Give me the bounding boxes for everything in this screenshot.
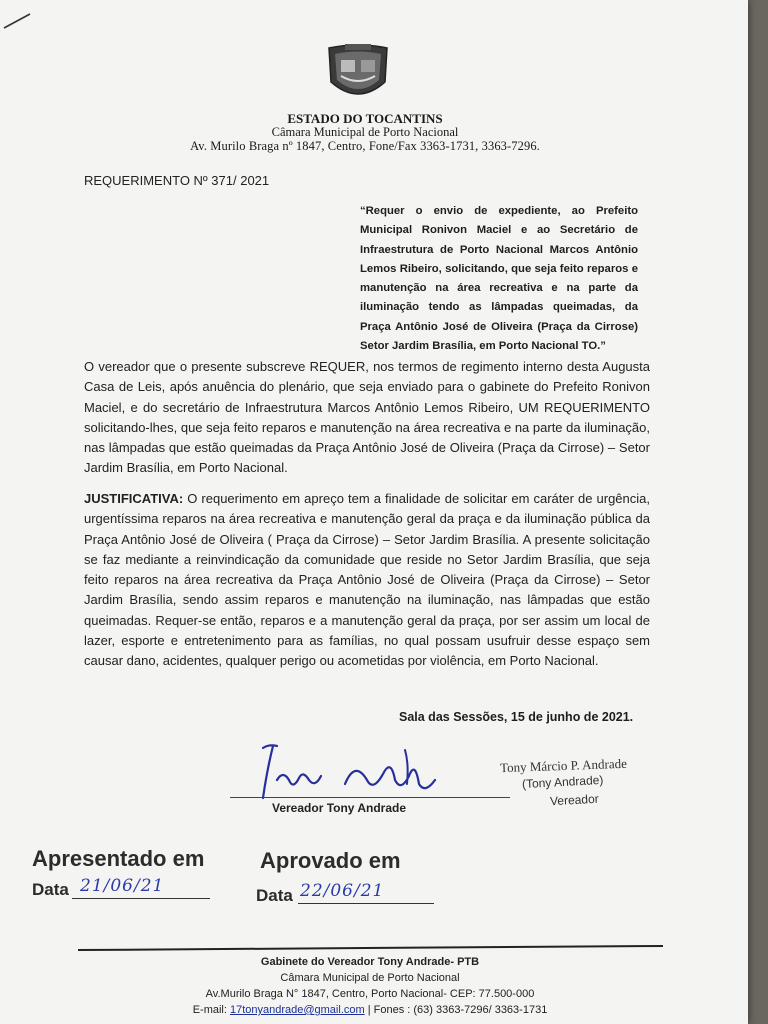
signature-line — [230, 797, 510, 798]
presented-date-label: Data — [32, 880, 69, 899]
signature-stamp-alias: (Tony Andrade) — [521, 772, 604, 792]
presented-date-line — [72, 898, 210, 899]
justification-text: O requerimento em apreço tem a finalidade de solicitar em caráter de urgência, urgentíssima reparos na área recreativa e manutenção geral da praça e da iluminação pública da Praça Antônio José de Oliveira ( Praça da Cirrose) – Setor Jardim Brasília. A presente solicitação se faz mediante a reinvindicação da comunidade que reside no Setor Jardim Brasília, que seja feito reparos na área recreativa da Praça Antônio José de Oliveira (Praça da Cirrose) – Setor Jardim Brasília, sendo assim reparos e manutenção na iluminação, nas lâmpadas que estão queimadas. Requer-se então, reparos e a manutenção geral da praça, por ser assim um local de lazer, esporte e entretenimento para as famílias, no qual possam usufruir desse espaço sem causar dano, acidentes, qualquer perigo ou acometidas por violência, em Porto Nacional. — [84, 491, 650, 669]
request-summary: “Requer o envio de expediente, ao Prefeito Municipal Ronivon Maciel e ao Secretário de Infraestrutura de Porto Nacional Marcos Antônio Lemos Ribeiro, solicitando, que seja feito reparos e manutenção na área recreativa e na parte da iluminação tendo as lâmpadas queimadas, da Praça Antônio José de Oliveira (Praça da Cirrose) Setor Jardim Brasília, em Porto Nacional TO.” — [360, 205, 638, 353]
approved-stamp-label: Aprovado em — [260, 848, 401, 873]
footer-divider — [78, 945, 663, 951]
footer-email-link[interactable]: 17tonyandrade@gmail.com — [229, 1004, 365, 1016]
approved-date: 22/06/21 — [300, 881, 385, 901]
signature-stamp-title: Vereador — [549, 791, 600, 809]
municipal-crest-icon — [325, 42, 391, 106]
footer-email-label: E-mail: — [192, 1004, 230, 1016]
footer-contact — [100, 1004, 640, 1016]
footer-chamber: Câmara Municipal de Porto Nacional — [280, 972, 460, 984]
request-number: REQUERIMENTO Nº 371/ 2021 — [84, 173, 270, 188]
signer-name: Vereador Tony Andrade — [272, 801, 407, 815]
presented-stamp-label: Apresentado em — [32, 846, 205, 871]
state-name: ESTADO DO TOCANTINS — [287, 111, 443, 126]
signature-stamp-name: Tony Márcio P. Andrade — [499, 755, 628, 776]
presented-date: 21/06/21 — [80, 876, 165, 896]
corner-mark — [2, 12, 32, 30]
justification-paragraph — [84, 489, 650, 672]
approved-date-line — [298, 903, 434, 904]
footer-phones: | Fones : (63) 3363-7296/ 3363-1731 — [364, 1004, 548, 1016]
footer-office: Gabinete do Vereador Tony Andrade- PTB — [260, 956, 480, 968]
place-date: Sala das Sessões, 15 de junho de 2021. — [399, 710, 634, 724]
request-body: O vereador que o presente subscreve REQUER, nos termos de regimento interno desta Augusta Casa de Leis, após anuência do plenário, que seja enviado para o gabinete do Prefeito Ronivon Maciel, e do secretário de Infraestrutura Marcos Antônio Lemos Ribeiro, UM REQUERIMENTO solicitando-lhes, que seja feito reparos e manutenção na área recreativa e na parte da iluminação, nas lâmpadas que estão queimadas da Praça Antônio José de Oliveira (Praça da Cirrose) – Setor Jardim Brasília, em Porto Nacional. — [84, 359, 650, 476]
justification-label: JUSTIFICATIVA: — [84, 491, 184, 506]
approved-date-label: Data — [256, 886, 293, 905]
chamber-address: Av. Murilo Braga nº 1847, Centro, Fone/Fax 3363-1731, 3363-7296. — [190, 139, 540, 153]
footer-address: Av.Murilo Braga N° 1847, Centro, Porto Nacional- CEP: 77.500-000 — [205, 988, 535, 1000]
handwritten-signature — [255, 740, 455, 805]
chamber-name: Câmara Municipal de Porto Nacional — [271, 125, 459, 139]
